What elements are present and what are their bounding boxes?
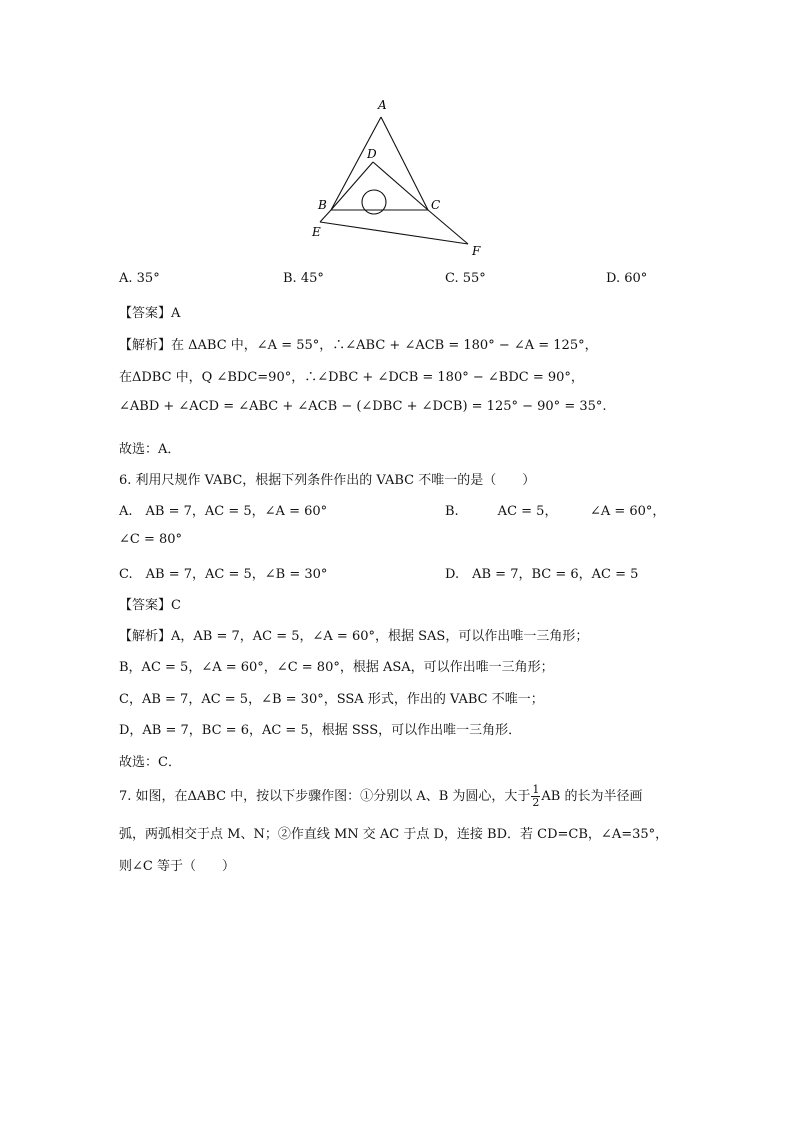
q7-line-2: 弧，两弧相交于点 M、N；②作直线 MN 交 AC 于点 D，连接 BD．若 CD=CB，∠A=35°， [119,827,669,842]
q6-option-d: D. AB = 7，BC = 6，AC = 5 [445,567,639,582]
fraction-denominator: 2 [532,796,540,809]
segment-dc [373,162,428,210]
q6-answer: 【答案】C [119,598,181,613]
geometry-figure [300,92,500,262]
q5-answer: 【答案】A [119,306,181,321]
label-c: C [431,198,441,212]
q7-line-3: 则∠C 等于（ ） [119,859,235,874]
q7-line-1-post: AB 的长为半径画 [541,789,643,804]
label-b: B [318,198,327,212]
fraction-one-half [531,784,540,809]
q6-stem: 6. 利用尺规作 VABC，根据下列条件作出的 VABC 不唯一的是（ ） [119,473,536,488]
q5-option-a: A. 35° [119,271,160,286]
segment-ab [331,117,381,210]
label-d: D [367,147,377,161]
label-f: F [472,244,481,258]
fraction-numerator: 1 [532,783,540,796]
label-e: E [312,225,321,239]
q5-analysis-line-3: ∠ABD + ∠ACD = ∠ABC + ∠ACB − (∠DBC + ∠DCB) = 125° − 90° = 35°. [119,399,607,414]
q6-option-c: C. AB = 7，AC = 5，∠B = 30° [119,567,328,582]
q6-analysis-line-4: D，AB = 7，BC = 6，AC = 5，根据 SSS，可以作出唯一三角形． [119,723,522,738]
q6-option-a: A. AB = 7，AC = 5，∠A = 60° [119,504,328,519]
q6-option-b: B. AC = 5， ∠A = 60°， [445,504,666,519]
q5-option-d: D. 60° [606,271,648,286]
q5-choose: 故选：A． [119,442,181,457]
q6-analysis-line-1: 【解析】A，AB = 7，AC = 5，∠A = 60°，根据 SAS，可以作出唯一三角形； [119,629,589,644]
q6-analysis-line-2: B，AC = 5，∠A = 60°，∠C = 80°，根据 ASA，可以作出唯一三角形； [119,660,554,675]
q5-option-b: B. 45° [283,271,324,286]
q7-line-1-pre: 7. 如图，在ΔABC 中，按以下步骤作图：①分别以 A、B 为圆心，大于 [119,789,531,804]
q5-analysis-line-2: 在ΔDBC 中，Q ∠BDC=90°，∴∠DBC + ∠DCB = 180° − ∠BDC = 90°， [119,370,584,385]
q5-option-c: C. 55° [445,271,486,286]
label-a: A [378,98,387,112]
q6-analysis-line-3: C，AB = 7，AC = 5，∠B = 30°，SSA 形式，作出的 VABC 不唯一； [119,692,544,707]
segment-bd [331,162,373,210]
q7-line-1 [119,784,642,809]
q6-choose: 故选：C． [119,755,181,770]
q6-option-b-cont: ∠C = 80° [119,532,183,547]
q5-analysis-line-1: 【解析】在 ΔABC 中，∠A = 55°，∴∠ABC + ∠ACB = 180° − ∠A = 125°， [119,338,598,353]
segment-ac [381,117,428,210]
